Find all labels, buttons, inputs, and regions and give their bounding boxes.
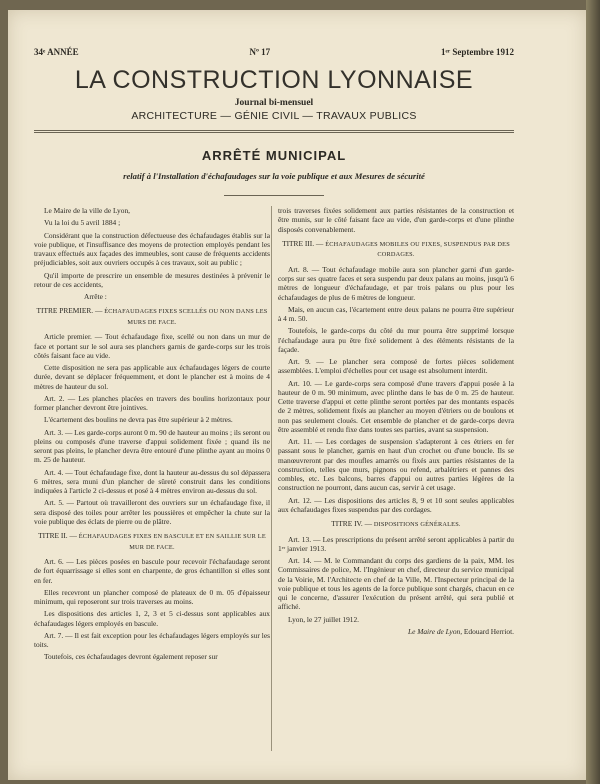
section-heading-label: TITRE III. — [282,238,324,248]
article-para: Art. 5. — Partout où travailleront des ouvriers sur un échafaudage fixe, il sera disposé des toiles pour arrêter les poussières et empêcher la chute sur la voie publique des éclats de pierre ou de plâtre. [34,498,270,526]
section-heading-text: ÉCHAFAUDAGES FIXES EN BASCULE ET EN SAILLIE SUR LE MUR DE FACE. [78,533,266,551]
article-para: Mais, en aucun cas, l'écartement entre deux palans ne pourra être supérieur à 4 m. 50. [278,304,514,323]
signature [278,627,514,636]
article-para: Art. 11. — Les cordages de suspension s'adapteront à ces étriers en fer passant sous le plancher, garnis en haut d'un crochet ou d'une boucle. Ils se manœuvreront par des moufles amarrés ou fixés aux parties résistantes de la construction, telles que murs, pignons ou refend, arbalétriers et pannes des combles, etc. Les balcons, barres d'appui ou autres parties légères de la construction ne pourront, dans aucun cas, servir à cet usage. [278,437,514,493]
article-para: Art. 14. — M. le Commandant du corps des gardiens de la paix, MM. les Commissaires de police, M. l'Ingénieur en chef, directeur du service municipal de la Voirie, M. l'Architecte en chef de la Ville, M. l'Inspecteur principal de la voie publique et tous les agents de la force publique sont chargés, chacun en ce qui le concerne, d'assurer l'exécution du présent arrêté, qui sera publié et affiché. [278,556,514,612]
issue-number: Nº 17 [249,47,271,57]
section-heading-text: ÉCHAFAUDAGES MOBILES OU FIXES, SUSPENDUS PAR DES CORDAGES. [325,240,510,259]
article-para: Art. 13. — Les prescriptions du présent arrêté seront applicables à partir du 1ᵉʳ janvier 1913. [278,534,514,553]
journal-subtitle: Journal bi-mensuel [234,98,314,108]
date-line: Lyon, le 27 juillet 1912. [288,614,360,624]
masthead-info-line [34,47,514,57]
article-para: Elles recevront un plancher composé de plateaux de 0 m. 05 d'épaisseur minimum, qui reposeront sur trois traverses au moins. [34,587,270,606]
article-para: L'écartement des boulins ne devra pas être supérieur à 2 mètres. [44,415,233,425]
article-para: Art. 7. — Il est fait exception pour les échafaudages légers employés sur les toits. [34,630,270,649]
masthead-rule [34,130,514,131]
intro-para: Arrête : [84,292,107,301]
article-title: ARRÊTÉ MUNICIPAL [201,148,347,163]
article-para: Art. 10. — Le garde-corps sera composé d'une travers d'appui posée à la hauteur de 0 m. 90 minimum, avec plinthe dans le bas de 0 m. 25 de hauteur. Cette traverse d'appui et cette plinthe seront portées par des montants espacés de 2 mètres, solidement fixés au plancher au moyen d'étriers ou de boulons et non pas seulement cloués. Cet ensemble de plancher et de garde-corps devra être assemblé et rendu fixe dans toutes ses parties, avant sa suspension. [278,378,514,434]
left-column [34,206,270,665]
intro-para: Vu la loi du 5 avril 1884 ; [44,218,121,228]
journal-disciplines: ARCHITECTURE — GÉNIE CIVIL — TRAVAUX PUBLICS [131,110,417,122]
journal-title: LA CONSTRUCTION LYONNAISE [74,66,474,94]
section-heading-titre-4 [278,519,514,530]
intro-para: Qu'il importe de prescrire un ensemble de mesures destinées à prévenir le retour de ces accidents, [34,270,270,289]
article-subtitle: relatif à l'Installation d'échafaudages sur la voie publique et aux Mesures de sécurité [123,171,425,181]
signature-title: Le Maire de Lyon, [407,626,463,636]
title-divider [224,195,324,196]
article-para: Toutefois, ces échafaudages devront également reposer sur [44,652,218,662]
article-para: Art. 8. — Tout échafaudage mobile aura son plancher garni d'un garde-corps sur ses quatre faces et sera suspendu par deux palans au moins, jusqu'à 6 mètres de longueur d'échafaudage, et par trois palans ou plus pour les échafaudages de plus de 6 mètres de longueur. [278,264,514,302]
article-para: Art. 3. — Les garde-corps auront 0 m. 90 de hauteur au moins ; ils seront ou pleins ou composés d'une traverse d'appui solidement fixée ; quand ils ne seront pas pleins, le plancher devra être entouré d'une plinthe ayant au moins 0 m. 25 de hauteur. [34,427,270,465]
section-heading-label: TITRE PREMIER. — [36,306,103,316]
signature-name: Edouard Herriot. [463,626,514,636]
article-para: Les dispositions des articles 1, 2, 3 et 5 ci-dessus sont applicables aux échafaudages légers employés en bascule. [34,609,270,628]
section-heading-text: DISPOSITIONS GÉNÉRALES. [373,521,461,528]
masthead-rule-double [34,132,514,133]
section-heading-text: ÉCHAFAUDAGES FIXES SCELLÉS OU NON DANS LES MURS DE FACE. [104,308,268,326]
column-divider [271,206,272,751]
article-para: Art. 12. — Les dispositions des articles 8, 9 et 10 sont seules applicables aux échafaudages fixes suspendus par des cordages. [278,495,514,514]
intro-para: Le Maire de la ville de Lyon, [44,206,130,215]
intro-para: Considérant que la construction défectueuse des échafaudages établis sur la voie publique, et l'insuffisance des moyens de protection employés pendant les travaux effectués aux façades des immeubles, sont cause de fréquents accidents préjudiciables, soit aux ouvriers occupés à ces travaux, soit au public ; [34,230,270,268]
article-para: Art. 4. — Tout échafaudage fixe, dont la hauteur au-dessus du sol dépassera 6 mètres, sera muni d'un plancher de sûreté construit dans les conditions indiquées à l'article 2 ci-dessus et posé à 4 mètres environ au-dessus du sol. [34,467,270,495]
article-para: trois traverses fixées solidement aux parties résistantes de la construction et être munis, sur le côté faisant face au vide, d'un garde-corps et d'une plinthe disposés convenablement. [278,206,514,234]
article-para: Article premier. — Tout échafaudage fixe, scellé ou non dans un mur de face et portant sur le sol aura ses planchers garnis de garde-corps sur les trois côtés faisant face au vide. [34,332,270,360]
binding-spine [586,0,600,784]
section-heading-titre-2 [34,531,270,552]
article-para: Art. 6. — Les pièces posées en bascule pour recevoir l'échafaudage seront de fort équarrissage si elles sont en charpente, de gros échantillon si elles sont en fer. [34,557,270,585]
issue-year: 34ᵉ ANNÉE [34,47,79,57]
issue-date: 1ᵉʳ Septembre 1912 [441,47,514,57]
article-para: Art. 9. — Le plancher sera composé de fortes pièces solidement assemblées. L'emploi d'échelles pour cet usage est absolument interdit. [278,357,514,376]
section-heading-titre-1 [34,306,270,327]
article-para: Art. 2. — Les planches placées en travers des boulins horizontaux pour former plancher devront être jointives. [34,393,270,412]
section-heading-label: TITRE IV. — [331,519,373,528]
article-para: Cette disposition ne sera pas applicable aux échafaudages légers de courte durée, devant se déplacer fréquemment, et dont le plancher est à moins de 4 mètres de hauteur du sol. [34,363,270,391]
article-para: Toutefois, le garde-corps du côté du mur pourra être supprimé lorsque l'échafaudage aura pu être fixé solidement à des éléments résistants de la façade. [278,326,514,354]
section-heading-label: TITRE II. — [38,531,77,540]
right-column [278,206,514,639]
section-heading-titre-3 [278,239,514,260]
